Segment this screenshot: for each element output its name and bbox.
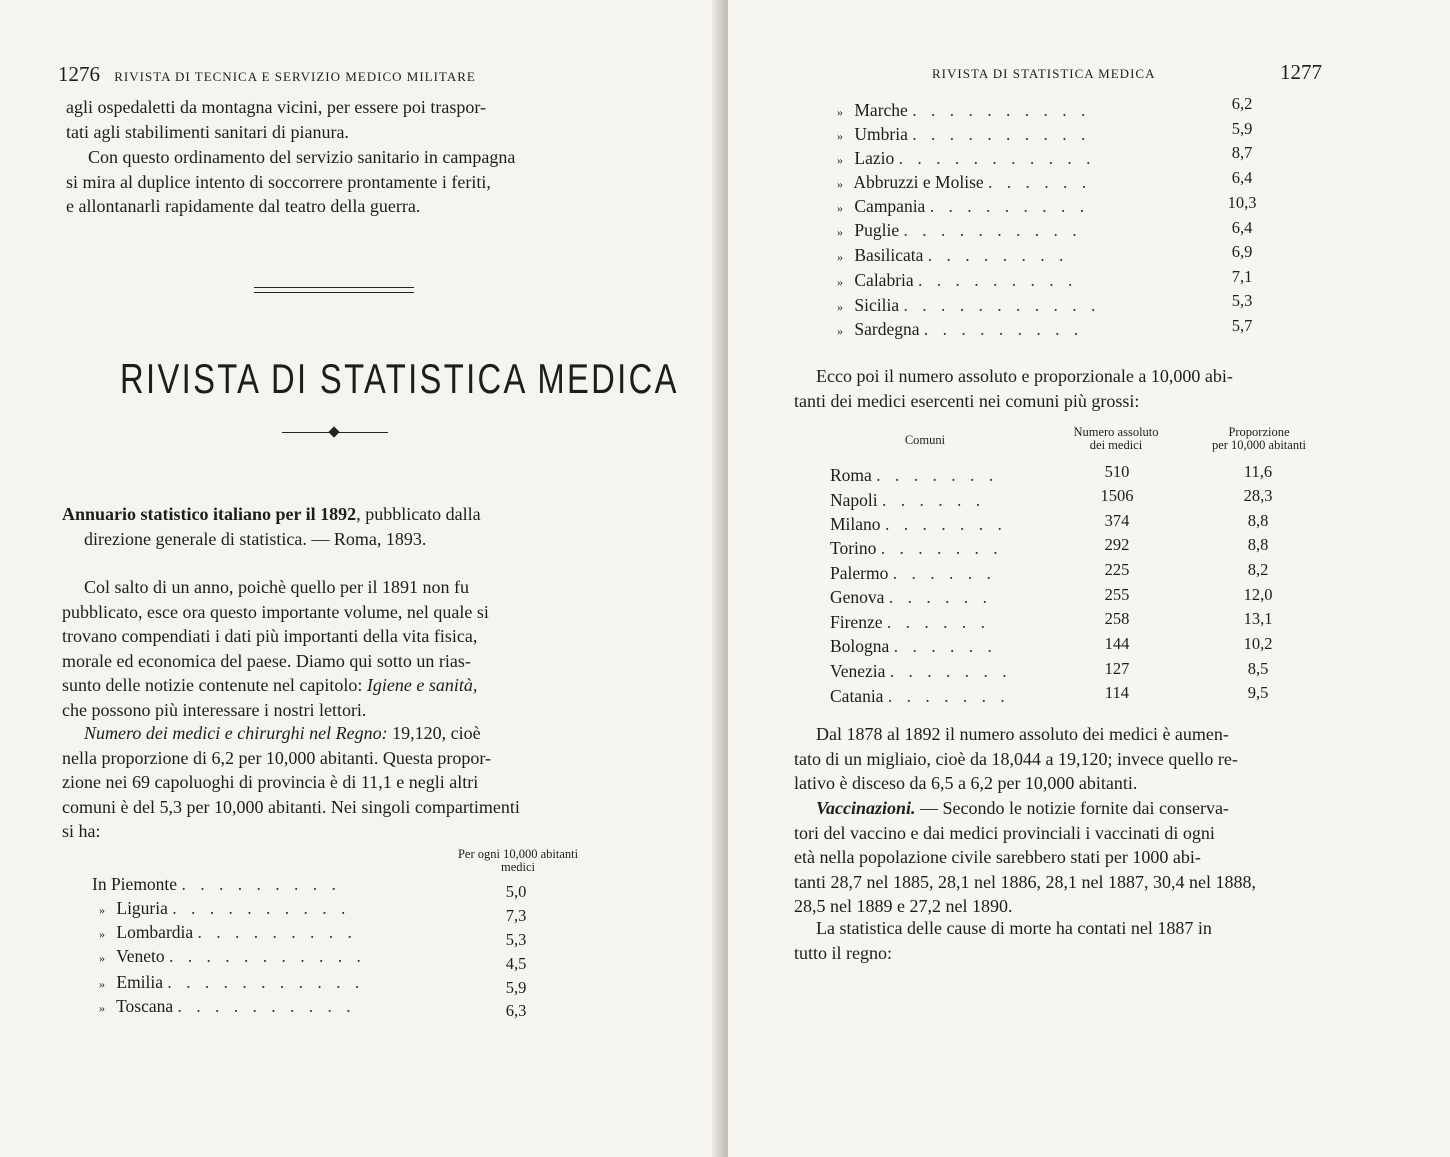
- city-name: Milano: [830, 514, 881, 534]
- dal-paragraph: [794, 722, 1364, 796]
- city-proportion: 13,1: [1243, 609, 1273, 628]
- row-mark: »: [837, 153, 843, 167]
- region-value: 5,9: [505, 978, 527, 997]
- double-rule-bottom: [254, 292, 414, 293]
- city-absolute: 374: [1104, 511, 1130, 530]
- table-row: Milano . . . . . . .: [830, 514, 1007, 534]
- table-row: » Basilicata . . . . . . . .: [830, 245, 1068, 266]
- city-name: Venezia: [830, 661, 886, 681]
- row-mark: »: [837, 105, 843, 119]
- text-line: si mira al duplice intento di soccorrere prontamente i feriti,: [66, 171, 491, 192]
- city-absolute: 258: [1104, 609, 1130, 628]
- morte-paragraph: [794, 916, 1364, 965]
- table-row: In Piemonte . . . . . . . . .: [92, 874, 341, 894]
- text-line: tanti 28,7 nel 1885, 28,1 nel 1886, 28,1 nel 1887, 30,4 nel 1888,: [794, 871, 1256, 892]
- italic-text: Vaccinazioni.: [816, 798, 916, 818]
- right-head-title: RIVISTA DI STATISTICA MEDICA: [932, 66, 1156, 81]
- region-name: Sicilia: [854, 295, 900, 315]
- row-mark: In: [92, 874, 107, 894]
- italic-text: Igiene e sanità,: [366, 675, 478, 695]
- city-absolute: 114: [1104, 683, 1130, 702]
- annuario-title: Annuario statistico italiano per il 1892: [62, 504, 357, 524]
- row-mark: »: [99, 951, 105, 965]
- table-row: Torino . . . . . . .: [830, 538, 1003, 558]
- city-proportion: 10,2: [1243, 634, 1273, 653]
- table-row: » Calabria . . . . . . . . .: [830, 270, 1077, 291]
- region-value: 8,7: [1231, 143, 1253, 162]
- region-name: Veneto: [116, 946, 165, 966]
- text-line: e allontanarli rapidamente dal teatro della guerra.: [66, 196, 421, 216]
- italic-text: Numero dei medici e chirurghi nel Regno:: [84, 723, 388, 743]
- city-proportion: 9,5: [1247, 683, 1269, 702]
- region-value: 5,9: [1231, 119, 1253, 138]
- region-value: 6,4: [1231, 168, 1253, 187]
- city-name: Catania: [830, 686, 884, 706]
- text-line: agli ospedaletti da montagna vicini, per essere poi traspor-: [66, 97, 487, 117]
- row-mark: »: [837, 300, 843, 314]
- row-mark: »: [837, 177, 843, 191]
- section-title: RIVISTA DI STATISTICA MEDICA: [120, 355, 679, 402]
- text-line: comuni è del 5,3 per 10,000 abitanti. Nei singoli compartimenti: [62, 796, 520, 817]
- text-line: pubblicato, esce ora questo importante volume, nel quale si: [62, 601, 489, 622]
- text-line: tato di un migliaio, cioè da 18,044 a 19,120; invece quello re-: [794, 748, 1238, 769]
- text-line: si ha:: [62, 821, 101, 841]
- table-row: » Sardegna . . . . . . . . .: [830, 319, 1083, 340]
- text-line: trovano compendiati i dati più importanti della vita fisica,: [62, 626, 478, 646]
- city-absolute: 510: [1104, 462, 1130, 481]
- text-line: nella proporzione di 6,2 per 10,000 abitanti. Questa propor-: [62, 747, 492, 768]
- annuario-paragraph: [62, 502, 632, 551]
- table-row: Palermo . . . . . .: [830, 563, 996, 583]
- city-absolute: 1506: [1100, 486, 1134, 505]
- text-line: Col salto di un anno, poichè quello per il 1891 non fu: [84, 577, 469, 597]
- city-absolute: 144: [1104, 634, 1130, 653]
- row-mark: »: [99, 927, 105, 941]
- city-name: Palermo: [830, 563, 889, 583]
- header-line: Numero assoluto: [1073, 425, 1159, 439]
- table-row: Napoli . . . . . .: [830, 490, 986, 510]
- row-mark: »: [837, 129, 843, 143]
- text-line: direzione generale di statistica. — Roma, 1893.: [84, 528, 427, 549]
- table-row: » Veneto . . . . . . . . . . .: [92, 946, 366, 967]
- region-name: Sardegna: [854, 319, 920, 339]
- text-line: 28,5 nel 1889 e 27,2 nel 1890.: [794, 896, 1013, 916]
- city-name: Genova: [830, 587, 885, 607]
- city-absolute: 127: [1104, 659, 1130, 678]
- left-table-header: [438, 848, 598, 874]
- region-value: 7,1: [1231, 267, 1253, 286]
- row-mark: »: [837, 201, 843, 215]
- row-mark: »: [99, 903, 105, 917]
- region-name: Calabria: [854, 270, 914, 290]
- region-name: Basilicata: [854, 245, 924, 265]
- col-header-comuni: Comuni: [904, 433, 946, 447]
- table-row: » Lazio . . . . . . . . . . .: [830, 148, 1095, 169]
- region-value: 10,3: [1227, 193, 1257, 212]
- row-mark: »: [837, 324, 843, 338]
- row-mark: »: [837, 250, 843, 264]
- city-proportion: 8,2: [1247, 560, 1269, 579]
- text-line: Con questo ordinamento del servizio sanitario in campagna: [88, 147, 516, 167]
- left-page: [0, 0, 722, 1157]
- text-line: La statistica delle cause di morte ha contati nel 1887 in: [816, 918, 1212, 938]
- right-page: [728, 0, 1450, 1157]
- city-proportion: 12,0: [1243, 585, 1273, 604]
- text-line: 19,120, cioè: [387, 723, 481, 743]
- region-name: Puglie: [854, 220, 900, 240]
- text-line: morale ed economica del paese. Diamo qui sotto un rias-: [62, 650, 471, 671]
- text-line: tati agli stabilimenti sanitari di pianura.: [66, 121, 349, 142]
- left-head-title: RIVISTA DI TECNICA E SERVIZIO MEDICO MILITARE: [114, 69, 476, 84]
- region-name: Toscana: [116, 996, 174, 1016]
- table-row: » Toscana . . . . . . . . . .: [92, 996, 356, 1017]
- row-mark: »: [99, 1001, 105, 1015]
- city-name: Firenze: [830, 612, 883, 632]
- table-row: Bologna . . . . . .: [830, 636, 997, 656]
- text-line: che possono più interessare i nostri lettori.: [62, 699, 367, 720]
- text-line: tanti dei medici esercenti nei comuni più grossi:: [794, 390, 1140, 411]
- header-line: Per ogni 10,000 abitanti: [457, 847, 579, 861]
- region-name: Liguria: [116, 898, 168, 918]
- region-value: 5,0: [505, 882, 527, 901]
- city-proportion: 28,3: [1243, 486, 1273, 505]
- row-mark: »: [99, 977, 105, 991]
- double-rule-top: [254, 287, 414, 288]
- region-name: Umbria: [854, 124, 908, 144]
- region-value: 7,3: [505, 906, 527, 925]
- region-value: 5,7: [1231, 316, 1253, 335]
- header-line: dei medici: [1089, 438, 1143, 452]
- text-line: Dal 1878 al 1892 il numero assoluto dei medici è aumen-: [816, 724, 1229, 744]
- region-value: 5,3: [505, 930, 527, 949]
- col-header-proporzione: [1184, 426, 1334, 452]
- region-name: Marche: [854, 100, 908, 120]
- text-line: tutto il regno:: [794, 942, 892, 963]
- text-line: tori del vaccino e dai medici provinciali i vaccinati di ogni: [794, 822, 1215, 843]
- table-row: Firenze . . . . . .: [830, 612, 990, 632]
- table-row: » Marche . . . . . . . . . .: [830, 100, 1090, 121]
- left-page-number: 1276: [58, 62, 100, 86]
- text-line: lativo è disceso da 6,5 a 6,2 per 10,000 abitanti.: [794, 773, 1138, 793]
- header-line: Proporzione: [1228, 425, 1290, 439]
- city-proportion: 11,6: [1243, 462, 1273, 481]
- diamond-ornament: [328, 426, 339, 437]
- city-absolute: 292: [1104, 535, 1130, 554]
- table-row: Genova . . . . . .: [830, 587, 992, 607]
- table-row: » Sicilia . . . . . . . . . . .: [830, 295, 1100, 316]
- table-row: » Emilia . . . . . . . . . . .: [92, 972, 364, 993]
- table-row: » Campania . . . . . . . . .: [830, 196, 1089, 217]
- table-row: » Puglie . . . . . . . . . .: [830, 220, 1082, 241]
- region-value: 6,4: [1231, 218, 1253, 237]
- region-value: 5,3: [1231, 291, 1253, 310]
- col-header-assoluto: [1046, 426, 1186, 452]
- region-name: Piemonte: [110, 874, 178, 894]
- row-mark: »: [837, 225, 843, 239]
- left-running-head: [58, 62, 476, 87]
- annuario-rest: , pubblicato dalla: [356, 504, 481, 524]
- city-proportion: 8,8: [1247, 535, 1269, 554]
- table-row: » Liguria . . . . . . . . . .: [92, 898, 350, 919]
- city-proportion: 8,5: [1247, 659, 1269, 678]
- table-row: Catania . . . . . . .: [830, 686, 1010, 706]
- region-name: Abbruzzi e Molise: [853, 172, 984, 192]
- right-page-number: 1277: [1280, 60, 1322, 84]
- table-row: » Umbria . . . . . . . . . .: [830, 124, 1090, 145]
- medici-paragraph: [62, 721, 632, 844]
- region-value: 4,5: [505, 954, 527, 973]
- text-line: età nella popolazione civile sarebbero stati per 1000 abi-: [794, 847, 1201, 867]
- region-value: 6,9: [1231, 242, 1253, 261]
- region-value: 6,2: [1231, 94, 1253, 113]
- text-line: zione nei 69 capoluoghi di provincia è di 11,1 e negli altri: [62, 772, 479, 792]
- city-proportion: 8,8: [1247, 511, 1269, 530]
- city-name: Bologna: [830, 636, 890, 656]
- region-name: Lombardia: [116, 922, 194, 942]
- row-mark: »: [837, 275, 843, 289]
- table-row: Venezia . . . . . . .: [830, 661, 1012, 681]
- text-line: sunto delle notizie contenute nel capitolo:: [62, 675, 367, 695]
- ecco-paragraph: [794, 364, 1364, 413]
- city-name: Napoli: [830, 490, 878, 510]
- intro-paragraph: [66, 95, 626, 144]
- text-line: — Secondo le notizie fornite dai conserva-: [915, 798, 1229, 818]
- vaccinazioni-paragraph: [794, 796, 1364, 919]
- city-name: Roma: [830, 465, 872, 485]
- table-row: » Lombardia . . . . . . . . .: [92, 922, 357, 943]
- city-name: Torino: [830, 538, 877, 558]
- header-line: per 10,000 abitanti: [1211, 438, 1307, 452]
- region-name: Lazio: [854, 148, 895, 168]
- city-absolute: 255: [1104, 585, 1130, 604]
- ordinamento-paragraph: [66, 145, 626, 219]
- region-value: 6,3: [505, 1001, 527, 1020]
- table-row: » Abbruzzi e Molise . . . . . .: [830, 172, 1091, 193]
- region-name: Campania: [854, 196, 926, 216]
- table-row: Roma . . . . . . .: [830, 465, 999, 485]
- region-name: Emilia: [116, 972, 164, 992]
- city-absolute: 225: [1104, 560, 1130, 579]
- text-line: Ecco poi il numero assoluto e proporzionale a 10,000 abi-: [816, 366, 1233, 386]
- body-paragraph: [62, 575, 632, 722]
- header-line: medici: [500, 860, 535, 874]
